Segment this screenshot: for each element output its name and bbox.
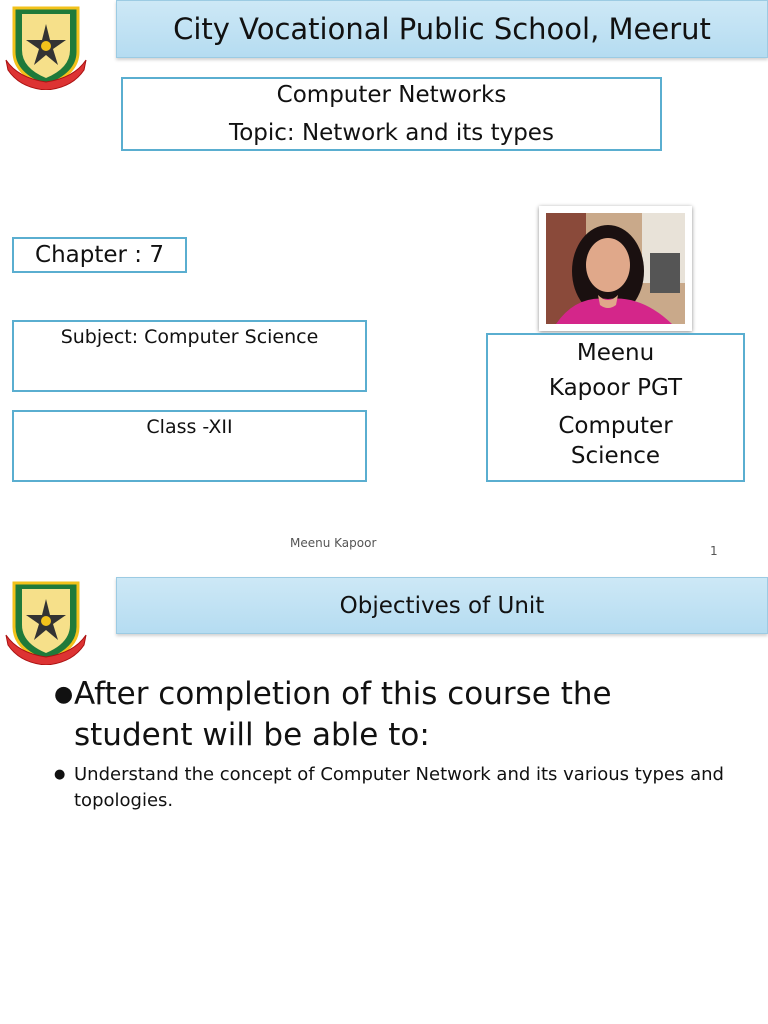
course-name: Computer Networks bbox=[276, 82, 507, 108]
teacher-info-box bbox=[486, 333, 745, 482]
slide-title-bar bbox=[116, 0, 768, 58]
teacher-photo bbox=[539, 206, 692, 331]
subject-label: Subject: Computer Science bbox=[60, 326, 319, 348]
main-bullet-text: After completion of this course the student will be able to: bbox=[74, 676, 612, 753]
sub-bullet-text: Understand the concept of Computer Network and its various types and topologies. bbox=[74, 764, 724, 811]
slide-footer: Meenu Kapoor bbox=[290, 536, 377, 550]
class-label: Class -XII bbox=[146, 416, 233, 438]
teacher-line-2: Kapoor PGT bbox=[548, 375, 683, 401]
main-bullet bbox=[54, 674, 734, 756]
topic-name: Topic: Network and its types bbox=[229, 120, 554, 146]
subject-box bbox=[12, 320, 367, 392]
bullet-dot-icon: ● bbox=[54, 682, 74, 707]
page-number: 1 bbox=[710, 544, 718, 558]
class-box bbox=[12, 410, 367, 482]
course-topic-box bbox=[121, 77, 662, 151]
bullet-dot-icon: ● bbox=[54, 767, 66, 782]
objectives-title: Objectives of Unit bbox=[339, 592, 545, 619]
teacher-line-4: Science bbox=[570, 443, 661, 469]
chapter-box bbox=[12, 237, 187, 273]
teacher-line-1: Meenu bbox=[576, 340, 655, 366]
teacher-line-3: Computer bbox=[558, 413, 673, 439]
chapter-label: Chapter : 7 bbox=[35, 242, 164, 268]
school-crest-logo bbox=[4, 4, 88, 90]
school-crest-logo bbox=[4, 579, 88, 665]
school-name-title: City Vocational Public School, Meerut bbox=[173, 12, 711, 46]
slide-title-bar bbox=[116, 577, 768, 634]
sub-bullet bbox=[54, 762, 734, 814]
